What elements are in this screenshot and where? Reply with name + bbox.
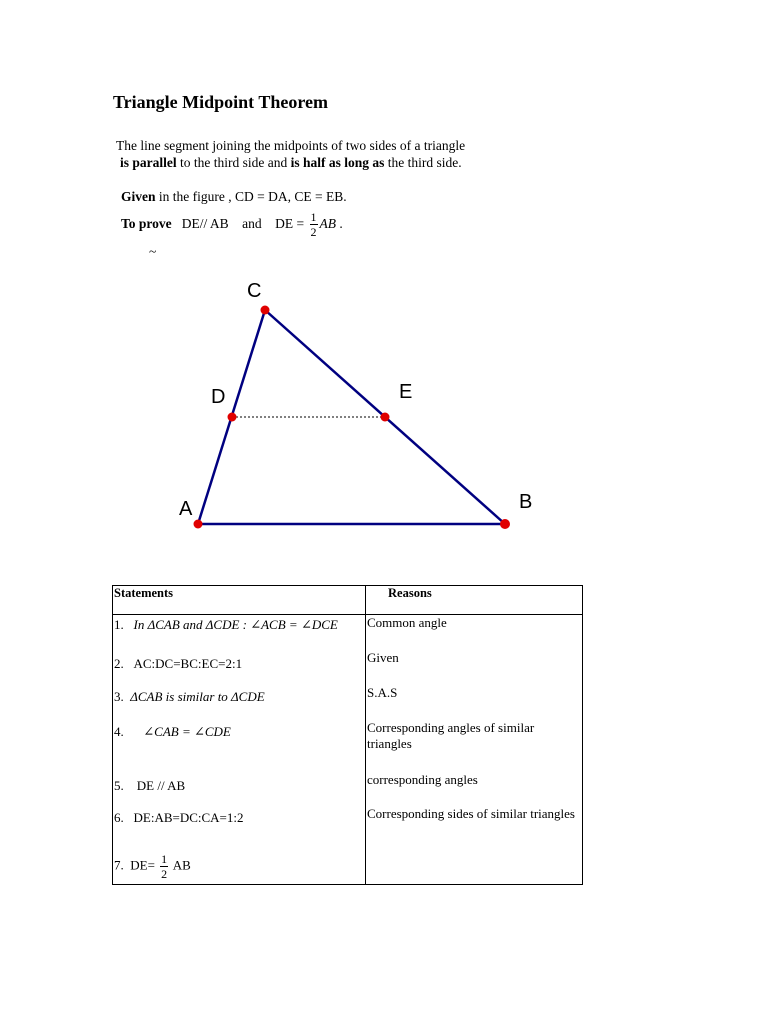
table-row (113, 806, 583, 848)
row-number: 7. (114, 857, 124, 873)
to-prove-ab: AB (319, 216, 337, 231)
statement-text: DE // AB (136, 777, 186, 793)
row-number: 1. (114, 617, 124, 632)
statement-text: AB (172, 857, 191, 873)
row-number: 3. (114, 688, 124, 704)
reason-cell: Given (366, 650, 583, 685)
reason-cell: corresponding angles (366, 772, 583, 806)
statement-text: ΔCAB is similar to ΔCDE (130, 688, 265, 704)
statements-header: Statements (113, 586, 366, 615)
fraction-numerator: 1 (310, 210, 317, 225)
label-d: D (211, 386, 226, 408)
table-row (113, 772, 583, 806)
statement-text: ∠CAB = ∠CDE (143, 723, 231, 739)
statement-cell (113, 650, 366, 685)
statement-text: AC:DC=BC:EC=2:1 (133, 655, 243, 671)
to-prove-label: To prove (121, 216, 172, 231)
point-a (194, 520, 203, 529)
reason-cell: Corresponding sides of similar triangles (366, 806, 583, 848)
reason-cell: Corresponding angles of similar triangles (366, 720, 583, 772)
given-label: Given (121, 189, 156, 204)
page-title: Triangle Midpoint Theorem (113, 92, 329, 112)
row-number: 5. (114, 777, 124, 793)
theorem-text-part: to the third side and (176, 155, 291, 170)
tilde-mark: ~ (149, 244, 157, 259)
label-a: A (179, 498, 193, 520)
point-b (500, 519, 510, 529)
reason-cell: S.A.S (366, 685, 583, 720)
statement-text: In ΔCAB and ΔCDE : ∠ACB = ∠DCE (133, 617, 338, 632)
to-prove-de: DE = (275, 216, 305, 231)
table-header-row (113, 586, 583, 615)
table-row (113, 848, 583, 885)
row-number: 6. (114, 809, 124, 825)
given-text: in the figure , CD = DA, CE = EB. (155, 189, 347, 204)
fraction-denominator: 2 (310, 225, 317, 240)
reasons-header: Reasons (366, 586, 583, 615)
statement-cell (113, 806, 366, 848)
statement-text: DE= (130, 857, 155, 873)
statement-cell (113, 720, 366, 772)
to-prove-and: and (242, 216, 262, 231)
statement-cell (113, 848, 366, 885)
label-b: B (519, 491, 533, 513)
statement-text: DE:AB=DC:CA=1:2 (133, 809, 244, 825)
statement-cell (113, 685, 366, 720)
table-row (113, 720, 583, 772)
row-number: 4. (114, 723, 124, 739)
point-c (261, 306, 270, 315)
table-row (113, 650, 583, 685)
row-number: 2. (114, 655, 124, 671)
half-emphasis: is half as long as (290, 155, 385, 170)
reason-cell: Common angle (366, 615, 583, 650)
reason-cell (366, 848, 583, 885)
to-prove-period: . (339, 216, 343, 231)
proof-table (112, 585, 583, 885)
point-d (228, 413, 237, 422)
label-c: C (247, 280, 262, 302)
half-fraction (160, 852, 168, 881)
parallel-emphasis: is parallel (120, 155, 177, 170)
to-prove-parallel: DE// AB (181, 216, 229, 231)
fraction-numerator: 1 (161, 852, 168, 867)
statement-cell (113, 615, 366, 650)
fraction-denominator: 2 (161, 867, 168, 882)
theorem-text-part: the third side. (384, 155, 462, 170)
statement-cell (113, 772, 366, 806)
table-row (113, 685, 583, 720)
point-e (381, 413, 390, 422)
theorem-statement-line1: The line segment joining the midpoints of two sides of a triangle (116, 138, 466, 153)
table-row (113, 615, 583, 650)
label-e: E (399, 381, 413, 403)
